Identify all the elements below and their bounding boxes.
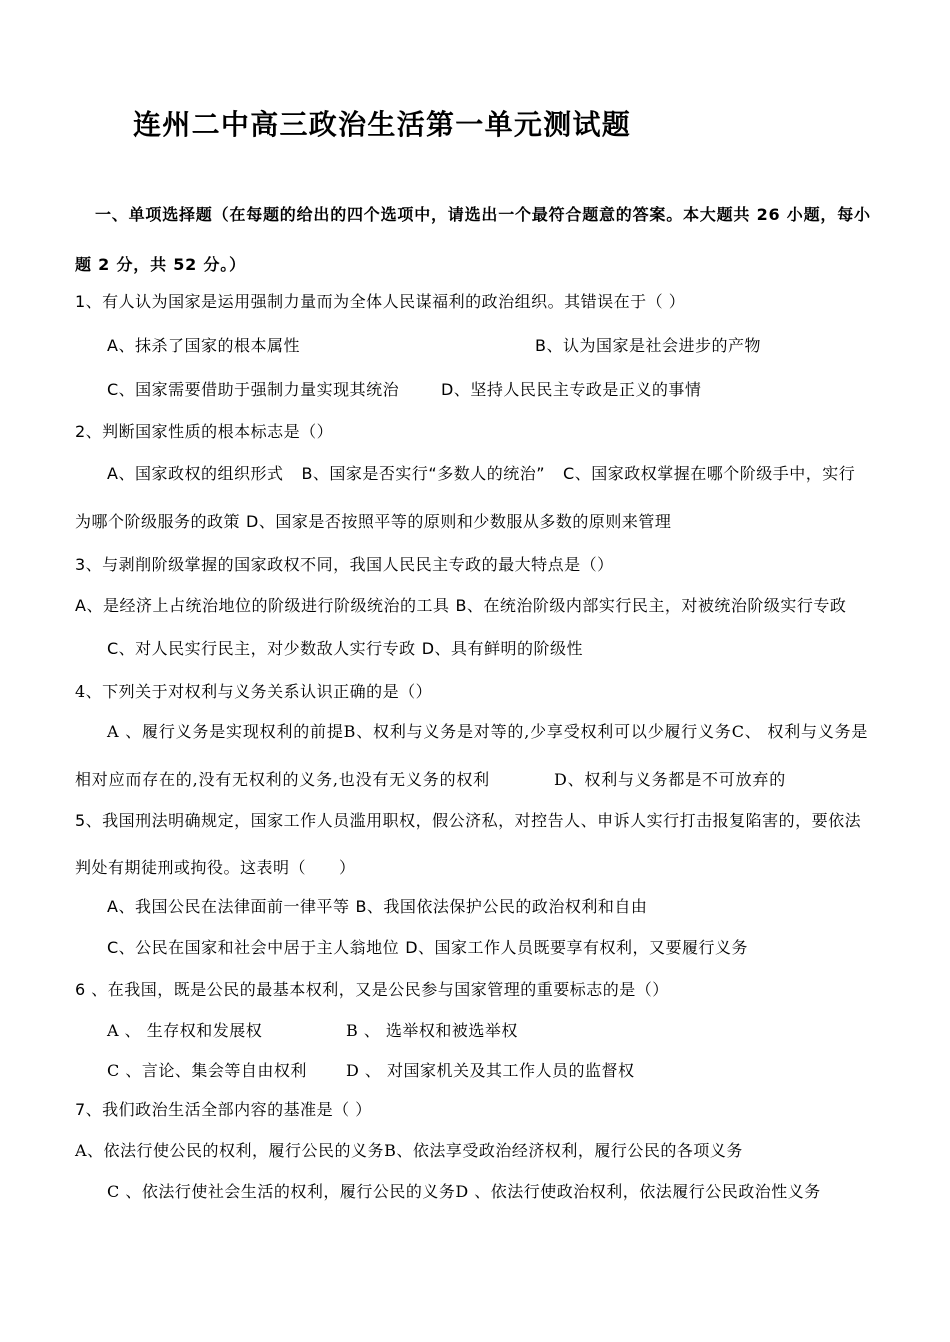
question-5-option-a: A、我国公民在法律面前一律平等 xyxy=(107,897,350,916)
question-5-option-d: D、国家工作人员既要享有权利，又要履行义务 xyxy=(405,938,749,957)
question-6-option-a: A 、 生存权和发展权 xyxy=(107,1021,263,1040)
question-5-options-row-ab xyxy=(107,895,647,919)
question-2-options xyxy=(75,450,865,546)
question-3-option-d: D、具有鲜明的阶级性 xyxy=(421,639,584,658)
question-4-option-d: D、权利与义务都是不可放弃的 xyxy=(553,770,787,789)
question-5-stem: 5、我国刑法明确规定，国家工作人员滥用职权，假公济私，对控告人、申诉人实行打击报复陷害的，要依法判处有期徒刑或拘役。这表明（ ） xyxy=(75,811,862,877)
question-1-option-a: A、抹杀了国家的根本属性 xyxy=(107,336,300,355)
question-7-options-row-ab xyxy=(75,1139,743,1163)
question-4-stem: 4、下列关于对权利与义务关系认识正确的是（） xyxy=(75,682,433,701)
question-3-option-b: B、在统治阶级内部实行民主，对被统治阶级实行专政 xyxy=(455,596,847,615)
question-3-options-row-cd xyxy=(107,637,583,661)
question-7-option-a: A、依法行使公民的权利，履行公民的义务 xyxy=(75,1141,385,1160)
question-2-option-a: A、国家政权的组织形式 xyxy=(107,464,284,483)
question-2-option-c: C、国家政权掌握在哪个阶级手中，实行为哪个阶级服务的政策 xyxy=(75,464,856,531)
question-4-option-a: A 、履行义务是实现权利的前提 xyxy=(107,722,344,741)
question-5-option-c: C、公民在国家和社会中居于主人翁地位 xyxy=(107,938,400,957)
question-2-option-d: D、国家是否按照平等的原则和少数服从多数的原则来管理 xyxy=(246,512,672,531)
question-6-option-b: B 、 选举权和被选举权 xyxy=(346,1021,518,1040)
question-4-option-c: C、 权利与义务是相对应而存在的,没有无权利的义务,也没有无义务的权利 xyxy=(75,722,869,789)
question-1-option-b: B、认为国家是社会进步的产物 xyxy=(535,336,761,355)
question-5-option-b: B、我国依法保护公民的政治权利和自由 xyxy=(355,897,648,916)
question-5-options-row-cd xyxy=(107,936,748,960)
question-4-option-b: B、权利与义务是对等的,少享受权利可以少履行义务 xyxy=(343,722,732,741)
question-7-option-b: B、依法享受政治经济权利，履行公民的各项义务 xyxy=(384,1141,743,1160)
question-7-option-c: C 、依法行使社会生活的权利，履行公民的义务 xyxy=(107,1182,456,1201)
question-1-stem: 1、有人认为国家是运用强制力量而为全体人民谋福利的政治组织。其错误在于（ ） xyxy=(75,292,686,311)
question-1-option-d: D、坚持人民民主专政是正义的事情 xyxy=(441,380,702,399)
question-6-stem: 6 、在我国，既是公民的最基本权利，又是公民参与国家管理的重要标志的是（） xyxy=(75,980,669,999)
question-3-option-a: A、是经济上占统治地位的阶级进行阶级统治的工具 xyxy=(75,596,450,615)
question-6-option-d: D 、 对国家机关及其工作人员的监督权 xyxy=(346,1061,635,1080)
question-6-option-c: C 、言论、集会等自由权利 xyxy=(107,1061,307,1080)
question-1-option-c: C、国家需要借助于强制力量实现其统治 xyxy=(107,380,400,399)
question-7-stem: 7、我们政治生活全部内容的基准是（ ） xyxy=(75,1100,372,1119)
section-heading: 一、单项选择题（在每题的给出的四个选项中，请选出一个最符合题意的答案。本大题共 26 小题，每小题 2 分，共 52 分。） xyxy=(75,205,871,274)
question-7-options-row-cd xyxy=(107,1180,821,1204)
question-3-options-row-ab xyxy=(75,594,846,618)
question-3-option-c: C、对人民实行民主，对少数敌人实行专政 xyxy=(107,639,416,658)
question-3-stem: 3、与剥削阶级掌握的国家政权不同，我国人民民主专政的最大特点是（） xyxy=(75,555,614,574)
question-2-option-b: B、国家是否实行“多数人的统治” xyxy=(301,464,546,483)
question-2-stem: 2、判断国家性质的根本标志是（） xyxy=(75,422,334,441)
question-7-option-d: D 、依法行使政治权利，依法履行公民政治性义务 xyxy=(455,1182,821,1201)
page-title: 连州二中高三政治生活第一单元测试题 xyxy=(133,108,632,141)
question-4-options xyxy=(75,708,875,804)
